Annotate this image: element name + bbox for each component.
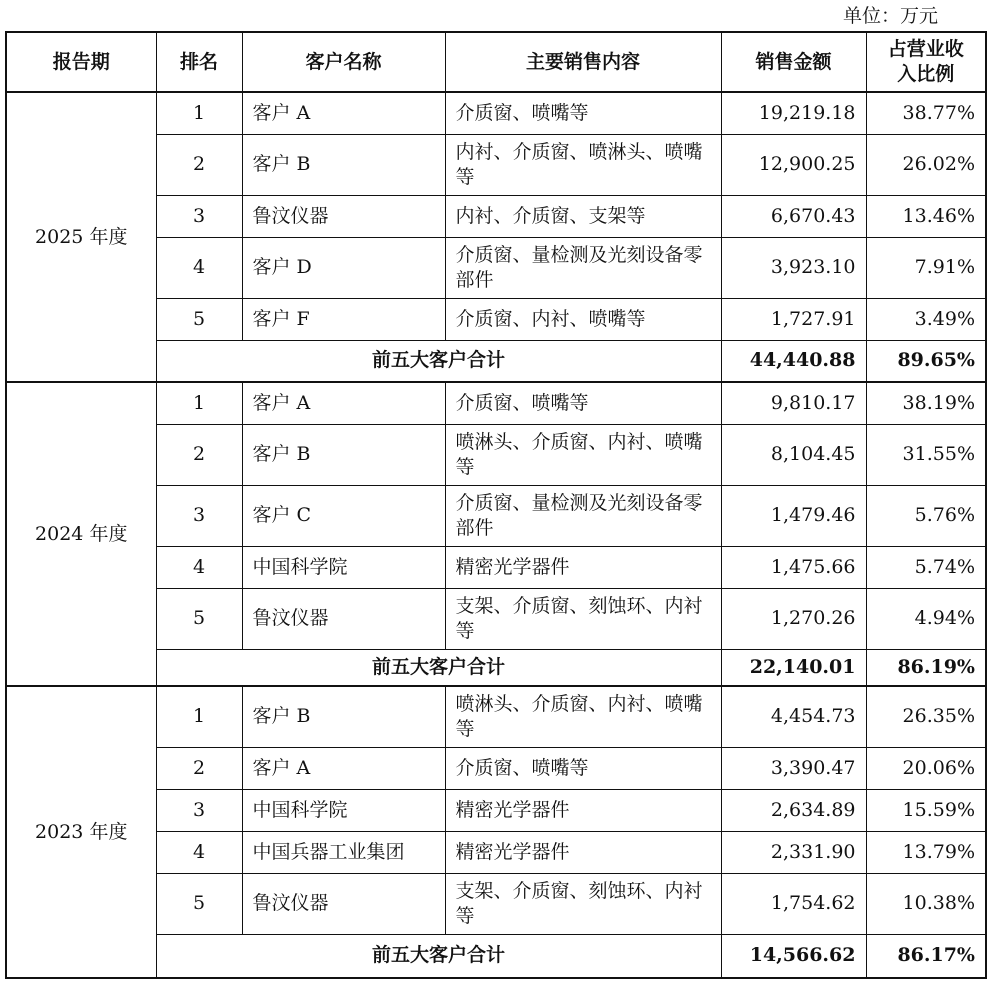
ratio-cell: 13.79%: [866, 831, 986, 873]
total-ratio: 89.65%: [866, 340, 986, 382]
customer-cell: 中国科学院: [242, 546, 445, 588]
total-amount: 44,440.88: [721, 340, 866, 382]
ratio-cell: 20.06%: [866, 747, 986, 789]
ratio-cell: 26.35%: [866, 686, 986, 747]
content-cell: 内衬、介质窗、喷淋头、喷嘴等: [445, 134, 721, 195]
ratio-cell: 31.55%: [866, 424, 986, 485]
table-body: [6, 92, 986, 978]
amount-cell: 1,754.62: [721, 873, 866, 934]
amount-cell: 9,810.17: [721, 382, 866, 424]
content-cell: 介质窗、喷嘴等: [445, 382, 721, 424]
amount-cell: 2,331.90: [721, 831, 866, 873]
content-cell: 介质窗、喷嘴等: [445, 92, 721, 134]
rank-cell: 4: [156, 831, 242, 873]
rank-cell: 3: [156, 789, 242, 831]
unit-label: 单位：万元: [842, 5, 938, 27]
amount-cell: 1,270.26: [721, 588, 866, 649]
ratio-cell: 13.46%: [866, 195, 986, 237]
total-ratio: 86.17%: [866, 934, 986, 978]
customer-cell: 鲁汶仪器: [242, 873, 445, 934]
amount-cell: 1,479.46: [721, 485, 866, 546]
table-row: [6, 382, 986, 424]
content-cell: 介质窗、量检测及光刻设备零部件: [445, 485, 721, 546]
ratio-cell: 26.02%: [866, 134, 986, 195]
amount-cell: 12,900.25: [721, 134, 866, 195]
content-cell: 支架、介质窗、刻蚀环、内衬等: [445, 873, 721, 934]
rank-cell: 2: [156, 424, 242, 485]
rank-cell: 1: [156, 382, 242, 424]
amount-cell: 2,634.89: [721, 789, 866, 831]
amount-cell: 6,670.43: [721, 195, 866, 237]
customer-cell: 中国兵器工业集团: [242, 831, 445, 873]
header-rank: 排名: [156, 32, 242, 92]
content-cell: 介质窗、量检测及光刻设备零部件: [445, 237, 721, 298]
header-customer: 客户名称: [242, 32, 445, 92]
ratio-cell: 10.38%: [866, 873, 986, 934]
rank-cell: 1: [156, 686, 242, 747]
content-cell: 喷淋头、介质窗、内衬、喷嘴等: [445, 424, 721, 485]
content-cell: 内衬、介质窗、支架等: [445, 195, 721, 237]
ratio-cell: 5.76%: [866, 485, 986, 546]
rank-cell: 2: [156, 747, 242, 789]
amount-cell: 3,923.10: [721, 237, 866, 298]
ratio-cell: 15.59%: [866, 789, 986, 831]
content-cell: 介质窗、喷嘴等: [445, 747, 721, 789]
content-cell: 精密光学器件: [445, 789, 721, 831]
total-label: 前五大客户合计: [156, 340, 721, 382]
table-row: [6, 686, 986, 747]
customer-cell: 客户 A: [242, 92, 445, 134]
period-cell: 2025 年度: [6, 92, 156, 382]
amount-cell: 4,454.73: [721, 686, 866, 747]
customer-cell: 鲁汶仪器: [242, 588, 445, 649]
customer-cell: 客户 F: [242, 298, 445, 340]
content-cell: 精密光学器件: [445, 546, 721, 588]
amount-cell: 1,727.91: [721, 298, 866, 340]
amount-cell: 3,390.47: [721, 747, 866, 789]
total-amount: 22,140.01: [721, 649, 866, 686]
rank-cell: 4: [156, 237, 242, 298]
ratio-cell: 3.49%: [866, 298, 986, 340]
rank-cell: 5: [156, 298, 242, 340]
amount-cell: 1,475.66: [721, 546, 866, 588]
ratio-cell: 5.74%: [866, 546, 986, 588]
content-cell: 支架、介质窗、刻蚀环、内衬等: [445, 588, 721, 649]
amount-cell: 19,219.18: [721, 92, 866, 134]
top-customers-table: [5, 31, 987, 979]
content-cell: 精密光学器件: [445, 831, 721, 873]
table-row: [6, 92, 986, 134]
total-label: 前五大客户合计: [156, 649, 721, 686]
rank-cell: 4: [156, 546, 242, 588]
total-label: 前五大客户合计: [156, 934, 721, 978]
customer-cell: 客户 A: [242, 382, 445, 424]
ratio-cell: 38.19%: [866, 382, 986, 424]
header-period: 报告期: [6, 32, 156, 92]
total-amount: 14,566.62: [721, 934, 866, 978]
customer-cell: 客户 B: [242, 686, 445, 747]
customer-cell: 客户 A: [242, 747, 445, 789]
period-cell: 2023 年度: [6, 686, 156, 978]
rank-cell: 3: [156, 485, 242, 546]
rank-cell: 5: [156, 873, 242, 934]
ratio-cell: 7.91%: [866, 237, 986, 298]
header-content: 主要销售内容: [445, 32, 721, 92]
customer-cell: 客户 C: [242, 485, 445, 546]
header-ratio: 占营业收入比例: [866, 32, 986, 92]
header-row: [6, 32, 986, 92]
customer-cell: 客户 B: [242, 134, 445, 195]
header-amount: 销售金额: [721, 32, 866, 92]
customer-cell: 中国科学院: [242, 789, 445, 831]
customer-cell: 客户 B: [242, 424, 445, 485]
rank-cell: 3: [156, 195, 242, 237]
ratio-cell: 4.94%: [866, 588, 986, 649]
total-ratio: 86.19%: [866, 649, 986, 686]
ratio-cell: 38.77%: [866, 92, 986, 134]
rank-cell: 2: [156, 134, 242, 195]
rank-cell: 1: [156, 92, 242, 134]
customer-cell: 客户 D: [242, 237, 445, 298]
period-cell: 2024 年度: [6, 382, 156, 686]
amount-cell: 8,104.45: [721, 424, 866, 485]
customer-cell: 鲁汶仪器: [242, 195, 445, 237]
content-cell: 喷淋头、介质窗、内衬、喷嘴等: [445, 686, 721, 747]
rank-cell: 5: [156, 588, 242, 649]
content-cell: 介质窗、内衬、喷嘴等: [445, 298, 721, 340]
